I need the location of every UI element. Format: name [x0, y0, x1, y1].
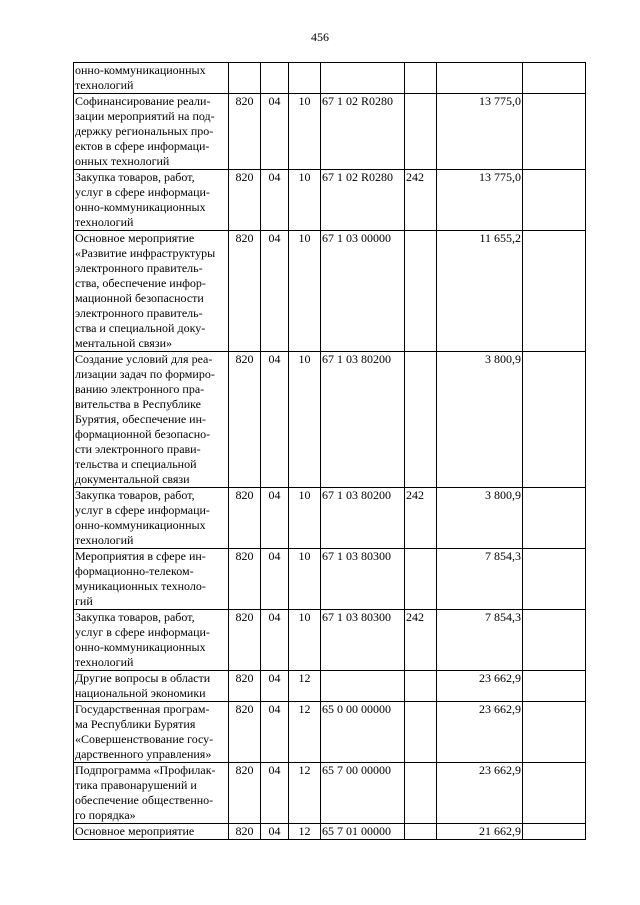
item-name-cell — [74, 94, 229, 170]
item-name-line: дарственного управления» — [75, 747, 212, 761]
section-code-cell: 04 — [261, 824, 289, 840]
table-row — [74, 352, 586, 488]
item-name-line: технологий — [75, 215, 134, 229]
extra-amount-cell — [523, 170, 586, 231]
table-row — [74, 488, 586, 549]
item-name-cell — [74, 549, 229, 610]
item-name-line: Софинансирование реали- — [75, 94, 211, 108]
admin-code-cell: 820 — [229, 170, 261, 231]
item-name-line: муникационных техноло- — [75, 579, 206, 593]
item-name-line: «Развитие инфраструктуры — [75, 246, 216, 260]
item-name-line: Закупка товаров, работ, — [75, 610, 195, 624]
amount-cell: 21 662,9 — [437, 824, 523, 840]
item-name-line: документальной связи — [75, 472, 190, 486]
extra-amount-cell — [523, 488, 586, 549]
section-code-cell: 04 — [261, 488, 289, 549]
extra-amount-cell — [523, 763, 586, 824]
section-code-cell: 04 — [261, 549, 289, 610]
section-code-cell: 04 — [261, 94, 289, 170]
amount-cell: 7 854,3 — [437, 549, 523, 610]
amount-cell: 7 854,3 — [437, 610, 523, 671]
item-name-line: го порядка» — [75, 808, 136, 822]
amount-cell: 13 775,0 — [437, 94, 523, 170]
section-code-cell: 04 — [261, 352, 289, 488]
amount-cell — [437, 63, 523, 94]
item-name-line: ства и специальной доку- — [75, 321, 206, 335]
item-name-line: держку региональных про- — [75, 124, 214, 138]
extra-amount-cell — [523, 702, 586, 763]
item-name-line: зации мероприятий на под- — [75, 109, 215, 123]
item-name-cell — [74, 170, 229, 231]
extra-amount-cell — [523, 610, 586, 671]
subsection-code-cell: 10 — [289, 231, 321, 352]
expense-type-cell — [405, 63, 437, 94]
admin-code-cell: 820 — [229, 549, 261, 610]
item-name-cell — [74, 231, 229, 352]
extra-amount-cell — [523, 824, 586, 840]
item-name-cell — [74, 488, 229, 549]
target-article-cell — [321, 671, 405, 702]
item-name-line: Закупка товаров, работ, — [75, 488, 195, 502]
admin-code-cell: 820 — [229, 671, 261, 702]
target-article-cell: 67 1 03 80300 — [321, 610, 405, 671]
admin-code-cell: 820 — [229, 824, 261, 840]
item-name-line: Создание условий для реа- — [75, 352, 213, 366]
page-number: 456 — [311, 30, 329, 44]
table-row — [74, 170, 586, 231]
item-name-line: формационной безопасно- — [75, 427, 211, 441]
expense-type-cell — [405, 231, 437, 352]
item-name-cell — [74, 702, 229, 763]
target-article-cell: 67 1 02 R0280 — [321, 170, 405, 231]
item-name-line: лизации задач по формиро- — [75, 367, 215, 381]
section-code-cell: 04 — [261, 671, 289, 702]
item-name-line: гий — [75, 594, 93, 608]
expense-type-cell — [405, 549, 437, 610]
amount-cell: 13 775,0 — [437, 170, 523, 231]
expense-type-cell — [405, 94, 437, 170]
item-name-line: услуг в сфере информаци- — [75, 185, 210, 199]
admin-code-cell: 820 — [229, 352, 261, 488]
item-name-line: ектов в сфере информаци- — [75, 139, 210, 153]
extra-amount-cell — [523, 63, 586, 94]
item-name-cell — [74, 610, 229, 671]
item-name-line: онно-коммуникационных — [75, 63, 206, 77]
item-name-line: услуг в сфере информаци- — [75, 625, 210, 639]
target-article-cell: 65 7 00 00000 — [321, 763, 405, 824]
item-name-line: технологий — [75, 655, 134, 669]
target-article-cell: 67 1 03 80200 — [321, 488, 405, 549]
item-name-line: технологий — [75, 78, 134, 92]
subsection-code-cell: 10 — [289, 352, 321, 488]
table-row — [74, 94, 586, 170]
amount-cell: 23 662,9 — [437, 763, 523, 824]
expense-type-cell: 242 — [405, 170, 437, 231]
subsection-code-cell: 12 — [289, 763, 321, 824]
target-article-cell: 67 1 03 80300 — [321, 549, 405, 610]
section-code-cell: 04 — [261, 170, 289, 231]
extra-amount-cell — [523, 231, 586, 352]
subsection-code-cell: 10 — [289, 549, 321, 610]
item-name-line: Подпрограмма «Профилак- — [75, 763, 216, 777]
amount-cell: 3 800,9 — [437, 488, 523, 549]
extra-amount-cell — [523, 671, 586, 702]
target-article-cell: 65 0 00 00000 — [321, 702, 405, 763]
item-name-line: ментальной связи» — [75, 336, 172, 350]
amount-cell: 23 662,9 — [437, 702, 523, 763]
item-name-line: вительства в Республике — [75, 397, 201, 411]
subsection-code-cell: 12 — [289, 671, 321, 702]
item-name-line: Основное мероприятие — [75, 824, 195, 838]
subsection-code-cell: 10 — [289, 488, 321, 549]
item-name-line: онных технологий — [75, 154, 170, 168]
section-code-cell — [261, 63, 289, 94]
section-code-cell: 04 — [261, 231, 289, 352]
admin-code-cell: 820 — [229, 763, 261, 824]
expense-type-cell — [405, 671, 437, 702]
target-article-cell: 67 1 02 R0280 — [321, 94, 405, 170]
item-name-cell — [74, 824, 229, 840]
extra-amount-cell — [523, 549, 586, 610]
subsection-code-cell — [289, 63, 321, 94]
amount-cell: 11 655,2 — [437, 231, 523, 352]
admin-code-cell: 820 — [229, 702, 261, 763]
item-name-line: Мероприятия в сфере ин- — [75, 549, 206, 563]
admin-code-cell: 820 — [229, 488, 261, 549]
admin-code-cell — [229, 63, 261, 94]
budget-table — [73, 62, 586, 840]
item-name-line: ма Республики Бурятия — [75, 717, 196, 731]
item-name-cell — [74, 352, 229, 488]
item-name-line: электронного правитель- — [75, 261, 203, 275]
item-name-line: электронного правитель- — [75, 306, 203, 320]
expense-type-cell — [405, 702, 437, 763]
table-row — [74, 610, 586, 671]
table-row — [74, 231, 586, 352]
expense-type-cell: 242 — [405, 488, 437, 549]
table-row — [74, 671, 586, 702]
table-row — [74, 549, 586, 610]
expense-type-cell — [405, 352, 437, 488]
item-name-line: формационно-телеком- — [75, 564, 194, 578]
subsection-code-cell: 12 — [289, 702, 321, 763]
table-row — [74, 702, 586, 763]
item-name-line: тика правонарушений и — [75, 778, 197, 792]
item-name-cell — [74, 671, 229, 702]
item-name-line: онно-коммуникационных — [75, 640, 206, 654]
expense-type-cell — [405, 763, 437, 824]
item-name-line: «Совершенствование госу- — [75, 732, 214, 746]
item-name-line: Другие вопросы в области — [75, 671, 211, 685]
item-name-line: ванию электронного пра- — [75, 382, 205, 396]
item-name-line: национальной экономики — [75, 686, 206, 700]
extra-amount-cell — [523, 352, 586, 488]
table-row — [74, 763, 586, 824]
item-name-line: ства, обеспечение инфор- — [75, 276, 206, 290]
item-name-line: Закупка товаров, работ, — [75, 170, 195, 184]
table-row — [74, 63, 586, 94]
admin-code-cell: 820 — [229, 231, 261, 352]
item-name-line: тельства и специальной — [75, 457, 197, 471]
item-name-line: мационной безопасности — [75, 291, 204, 305]
item-name-line: обеспечение общественно- — [75, 793, 214, 807]
subsection-code-cell: 10 — [289, 94, 321, 170]
item-name-line: Бурятия, обеспечение ин- — [75, 412, 207, 426]
section-code-cell: 04 — [261, 763, 289, 824]
admin-code-cell: 820 — [229, 94, 261, 170]
subsection-code-cell: 12 — [289, 824, 321, 840]
item-name-line: Основное мероприятие — [75, 231, 195, 245]
target-article-cell: 67 1 03 00000 — [321, 231, 405, 352]
subsection-code-cell: 10 — [289, 610, 321, 671]
table-row — [74, 824, 586, 840]
item-name-line: онно-коммуникационных — [75, 518, 206, 532]
item-name-line: Государственная програм- — [75, 702, 210, 716]
item-name-line: сти электронного прави- — [75, 442, 201, 456]
expense-type-cell — [405, 824, 437, 840]
target-article-cell — [321, 63, 405, 94]
expense-type-cell: 242 — [405, 610, 437, 671]
section-code-cell: 04 — [261, 610, 289, 671]
section-code-cell: 04 — [261, 702, 289, 763]
extra-amount-cell — [523, 94, 586, 170]
item-name-line: технологий — [75, 533, 134, 547]
item-name-line: услуг в сфере информаци- — [75, 503, 210, 517]
item-name-cell — [74, 763, 229, 824]
subsection-code-cell: 10 — [289, 170, 321, 231]
amount-cell: 3 800,9 — [437, 352, 523, 488]
item-name-cell — [74, 63, 229, 94]
amount-cell: 23 662,9 — [437, 671, 523, 702]
target-article-cell: 67 1 03 80200 — [321, 352, 405, 488]
admin-code-cell: 820 — [229, 610, 261, 671]
item-name-line: онно-коммуникационных — [75, 200, 206, 214]
target-article-cell: 65 7 01 00000 — [321, 824, 405, 840]
